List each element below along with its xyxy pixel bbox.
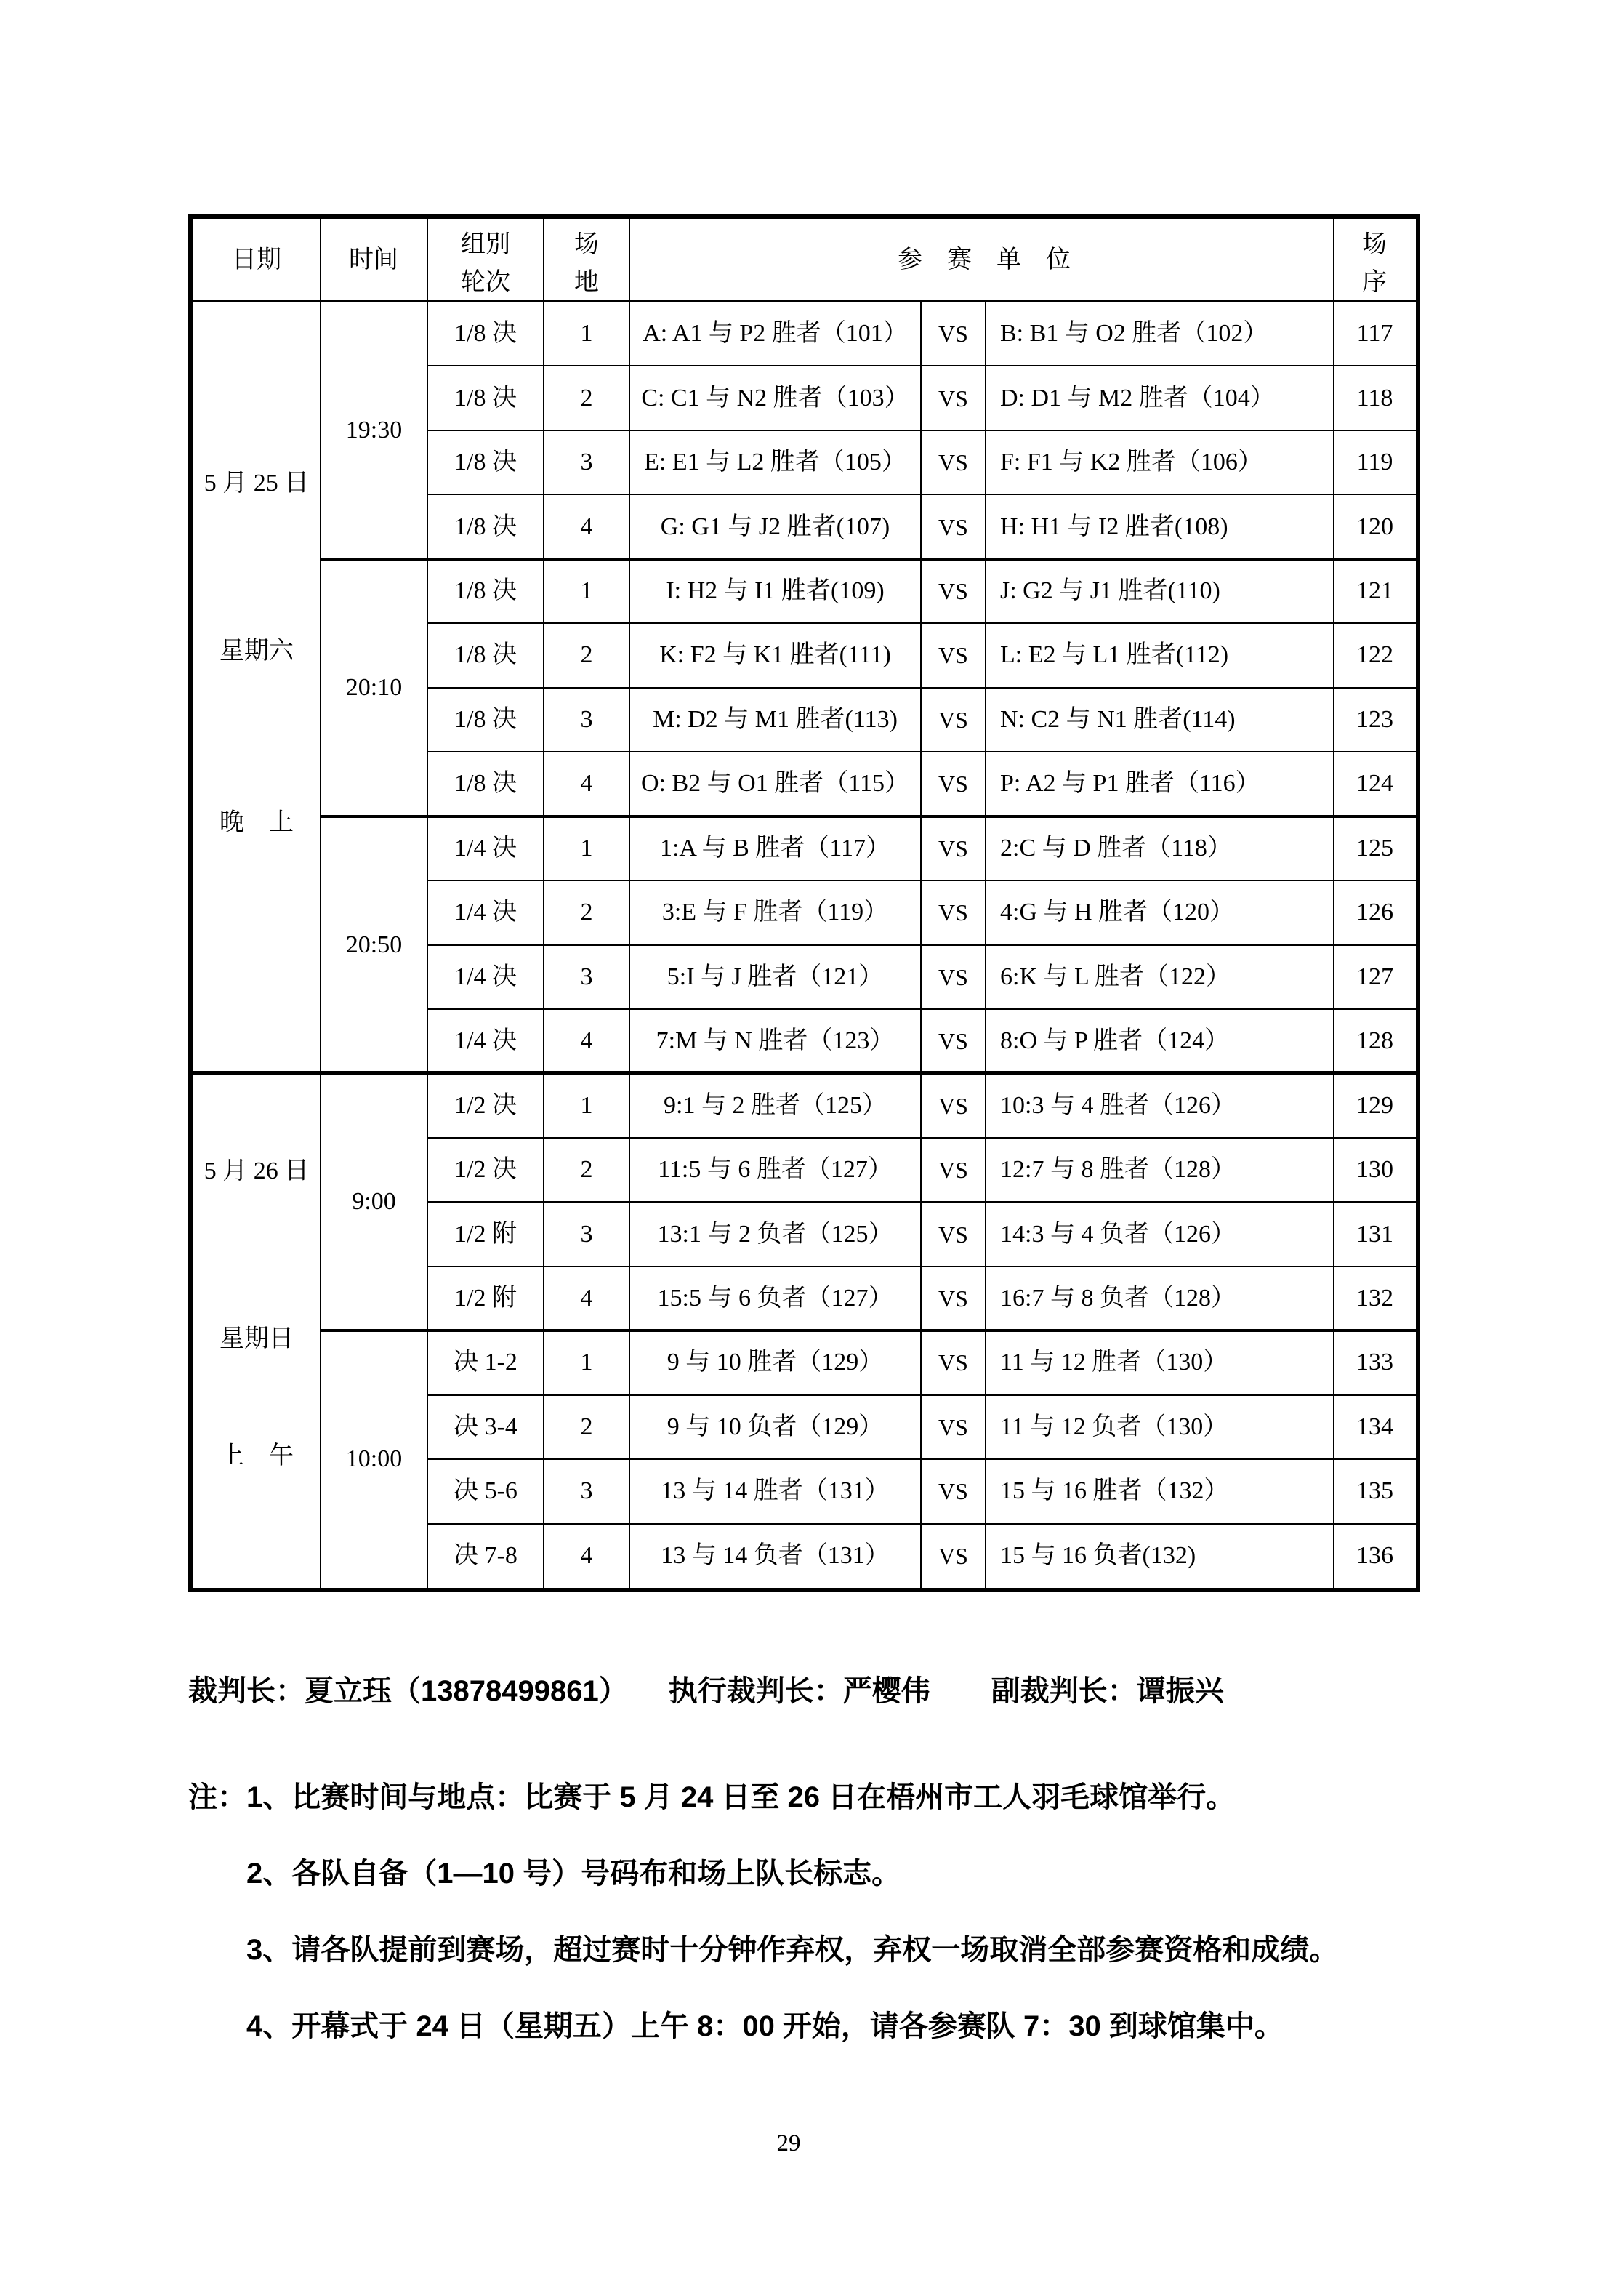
page-number: 29 (776, 2130, 801, 2156)
vs-label: VS (938, 1542, 968, 1569)
grid-line (321, 1329, 1416, 1332)
left-team: I: H2 与 I1 胜者(109) (666, 577, 885, 605)
court-number: 3 (580, 1220, 593, 1248)
grid-line (427, 944, 1416, 946)
match-order: 128 (1356, 1027, 1393, 1055)
period-label: 上 午 (220, 1442, 294, 1469)
grid-line (427, 622, 1416, 624)
grid-line (427, 1008, 1416, 1010)
match-order: 126 (1356, 899, 1393, 926)
left-team: G: G1 与 J2 胜者(107) (660, 513, 890, 540)
note-2: 2、各队自备（1—10 号）号码布和场上队长标志。 (246, 1858, 901, 1890)
match-order: 130 (1356, 1156, 1393, 1184)
round-label: 1/2 附 (454, 1284, 517, 1312)
grid-line (321, 815, 1416, 818)
time-label: 10:00 (345, 1445, 403, 1473)
round-label: 1/4 决 (454, 834, 517, 862)
right-team: 8:O 与 P 胜者（124） (1000, 1027, 1230, 1055)
right-team: D: D1 与 M2 胜者（104） (1000, 384, 1275, 412)
vs-label: VS (938, 513, 968, 540)
referee-line (188, 1674, 1224, 1709)
match-order: 124 (1356, 770, 1393, 798)
round-label: 1/8 决 (454, 449, 517, 476)
right-team: L: E2 与 L1 胜者(112) (1000, 641, 1229, 669)
left-team: K: F2 与 K1 胜者(111) (659, 641, 891, 669)
vs-label: VS (938, 835, 968, 862)
round-label: 1/4 决 (454, 963, 517, 990)
right-team: 12:7 与 8 胜者（128） (1000, 1156, 1236, 1184)
time-label: 9:00 (352, 1188, 396, 1216)
right-team: 11 与 12 胜者（130） (1000, 1349, 1228, 1376)
match-order: 120 (1356, 513, 1393, 540)
court-number: 4 (580, 1284, 593, 1312)
round-label: 决 3-4 (454, 1413, 517, 1440)
match-order: 129 (1356, 1091, 1393, 1119)
vs-label: VS (938, 642, 968, 669)
schedule-table (188, 214, 1420, 1592)
left-team: 3:E 与 F 胜者（119） (661, 899, 889, 926)
match-order: 117 (1356, 320, 1393, 348)
left-team: O: B2 与 O1 胜者（115） (641, 770, 909, 798)
vs-label: VS (938, 1413, 968, 1440)
header-court-line2: 地 (574, 269, 599, 296)
weekday-label: 星期日 (220, 1325, 294, 1352)
left-team: M: D2 与 M1 胜者(113) (653, 705, 898, 733)
round-label: 决 7-8 (454, 1541, 517, 1569)
grid-line (1333, 219, 1334, 1588)
header-time: 时间 (349, 246, 398, 273)
left-team: 7:M 与 N 胜者（123） (656, 1027, 895, 1055)
court-number: 4 (580, 1541, 593, 1569)
match-order: 125 (1356, 834, 1393, 862)
court-number: 4 (580, 513, 593, 540)
date-label: 5 月 25 日 (204, 470, 310, 497)
court-number: 1 (580, 834, 593, 862)
vs-label: VS (938, 706, 968, 733)
right-team: 15 与 16 胜者（132） (1000, 1477, 1229, 1505)
court-number: 2 (580, 1413, 593, 1440)
round-label: 1/8 决 (454, 705, 517, 733)
match-order: 122 (1356, 641, 1393, 669)
left-team: 1:A 与 B 胜者（117） (659, 834, 891, 862)
period-label: 晚 上 (220, 809, 294, 836)
court-number: 3 (580, 705, 593, 733)
vs-label: VS (938, 899, 968, 926)
right-team: J: G2 与 J1 胜者(110) (1000, 577, 1220, 605)
court-number: 2 (580, 1156, 593, 1184)
time-label: 19:30 (345, 416, 403, 443)
left-team: 13 与 14 胜者（131） (661, 1477, 890, 1505)
right-team: 2:C 与 D 胜者（118） (1000, 834, 1232, 862)
date-label: 5 月 26 日 (204, 1157, 310, 1184)
match-order: 119 (1356, 449, 1393, 476)
right-team: 15 与 16 负者(132) (1000, 1541, 1196, 1569)
grid-line (427, 1394, 1416, 1396)
right-team: N: C2 与 N1 胜者(114) (1000, 705, 1236, 733)
grid-line (193, 1071, 1416, 1075)
right-team: 16:7 与 8 负者（128） (1000, 1284, 1236, 1312)
deputy-referee: 副裁判长：谭振兴 (991, 1675, 1224, 1707)
left-team: 11:5 与 6 胜者（127） (658, 1156, 893, 1184)
grid-line (427, 1458, 1416, 1460)
time-label: 20:10 (345, 673, 403, 701)
court-number: 2 (580, 899, 593, 926)
grid-line (427, 1266, 1416, 1267)
court-number: 2 (580, 384, 593, 412)
weekday-label: 星期六 (220, 638, 294, 665)
match-order: 121 (1356, 577, 1393, 605)
right-team: 6:K 与 L 胜者（122） (1000, 963, 1231, 990)
match-order: 127 (1356, 963, 1393, 990)
court-number: 1 (580, 320, 593, 348)
grid-line (427, 687, 1416, 689)
grid-line (543, 219, 544, 1588)
round-label: 1/8 决 (454, 384, 517, 412)
grid-line (427, 880, 1416, 881)
grid-line (629, 219, 630, 1588)
right-team: 11 与 12 负者（130） (1000, 1413, 1228, 1440)
grid-line (427, 1137, 1416, 1139)
vs-label: VS (938, 963, 968, 990)
court-number: 1 (580, 577, 593, 605)
vs-label: VS (938, 449, 968, 476)
right-team: H: H1 与 I2 胜者(108) (1000, 513, 1228, 540)
header-court-line1: 场 (574, 231, 599, 258)
right-team: 14:3 与 4 负者（126） (1000, 1220, 1236, 1248)
header-round-line2: 轮次 (461, 269, 510, 296)
court-number: 3 (580, 963, 593, 990)
match-order: 132 (1356, 1284, 1393, 1312)
round-label: 1/2 决 (454, 1091, 517, 1119)
header-date: 日期 (232, 246, 281, 273)
round-label: 1/4 决 (454, 1027, 517, 1055)
court-number: 3 (580, 1477, 593, 1505)
left-team: 13:1 与 2 负者（125） (657, 1220, 893, 1248)
chief-referee: 裁判长：夏立珏（13878499861） (188, 1675, 628, 1707)
note-3: 3、请各队提前到赛场，超过赛时十分钟作弃权，弃权一场取消全部参赛资格和成绩。 (246, 1934, 1339, 1966)
court-number: 4 (580, 1027, 593, 1055)
court-number: 4 (580, 770, 593, 798)
vs-label: VS (938, 1028, 968, 1055)
match-order: 135 (1356, 1477, 1393, 1505)
grid-line (427, 365, 1416, 366)
grid-line (427, 219, 428, 1588)
grid-line (321, 558, 1416, 561)
court-number: 1 (580, 1349, 593, 1376)
grid-line (427, 430, 1416, 431)
vs-label: VS (938, 771, 968, 798)
round-label: 决 1-2 (454, 1349, 517, 1376)
vs-label: VS (938, 321, 968, 348)
court-number: 2 (580, 641, 593, 669)
left-team: A: A1 与 P2 胜者（101） (643, 320, 908, 348)
header-round-line1: 组别 (461, 231, 510, 258)
grid-line (427, 1201, 1416, 1203)
match-order: 136 (1356, 1541, 1393, 1569)
round-label: 1/8 决 (454, 641, 517, 669)
right-team: 10:3 与 4 胜者（126） (1000, 1091, 1236, 1119)
grid-line (427, 751, 1416, 752)
left-team: 15:5 与 6 负者（127） (657, 1284, 893, 1312)
court-number: 1 (580, 1091, 593, 1119)
header-order-line2: 序 (1362, 269, 1387, 296)
grid-line (320, 219, 321, 1588)
right-team: B: B1 与 O2 胜者（102） (1000, 320, 1268, 348)
round-label: 1/2 决 (454, 1156, 517, 1184)
header-order-line1: 场 (1362, 231, 1387, 258)
match-order: 133 (1356, 1349, 1393, 1376)
match-order: 131 (1356, 1220, 1393, 1248)
left-team: 13 与 14 负者（131） (661, 1541, 890, 1569)
time-label: 20:50 (345, 931, 403, 958)
grid-line (193, 300, 1416, 302)
left-team: 9:1 与 2 胜者（125） (664, 1091, 887, 1119)
vs-label: VS (938, 1221, 968, 1248)
vs-label: VS (938, 1478, 968, 1505)
left-team: C: C1 与 N2 胜者（103） (641, 384, 909, 412)
round-label: 决 5-6 (454, 1477, 517, 1505)
round-label: 1/8 决 (454, 770, 517, 798)
left-team: 9 与 10 胜者（129） (666, 1349, 884, 1376)
court-number: 3 (580, 449, 593, 476)
match-order: 118 (1356, 384, 1393, 412)
vs-label: VS (938, 578, 968, 605)
match-order: 134 (1356, 1413, 1393, 1440)
round-label: 1/8 决 (454, 577, 517, 605)
left-team: E: E1 与 L2 胜者（105） (644, 449, 906, 476)
right-team: F: F1 与 K2 胜者（106） (1000, 449, 1262, 476)
note-1: 注：1、比赛时间与地点：比赛于 5 月 24 日至 26 日在梧州市工人羽毛球馆举行。 (188, 1781, 1236, 1813)
vs-label: VS (938, 1285, 968, 1312)
grid-line (427, 494, 1416, 495)
note-4: 4、开幕式于 24 日（星期五）上午 8：00 开始，请各参赛队 7：30 到球馆集中。 (246, 2010, 1284, 2042)
round-label: 1/2 附 (454, 1220, 517, 1248)
round-label: 1/4 决 (454, 899, 517, 926)
executive-referee: 执行裁判长：严樱伟 (668, 1675, 930, 1707)
header-participants: 参 赛 单 位 (898, 246, 1071, 273)
left-team: 9 与 10 负者（129） (666, 1413, 884, 1440)
match-order: 123 (1356, 705, 1393, 733)
vs-label: VS (938, 1092, 968, 1119)
right-team: 4:G 与 H 胜者（120） (1000, 899, 1235, 926)
grid-line (427, 1523, 1416, 1525)
vs-label: VS (938, 1157, 968, 1184)
left-team: 5:I 与 J 胜者（121） (666, 963, 884, 990)
round-label: 1/8 决 (454, 320, 517, 348)
round-label: 1/8 决 (454, 513, 517, 540)
right-team: P: A2 与 P1 胜者（116） (1000, 770, 1260, 798)
vs-label: VS (938, 385, 968, 412)
vs-label: VS (938, 1349, 968, 1376)
